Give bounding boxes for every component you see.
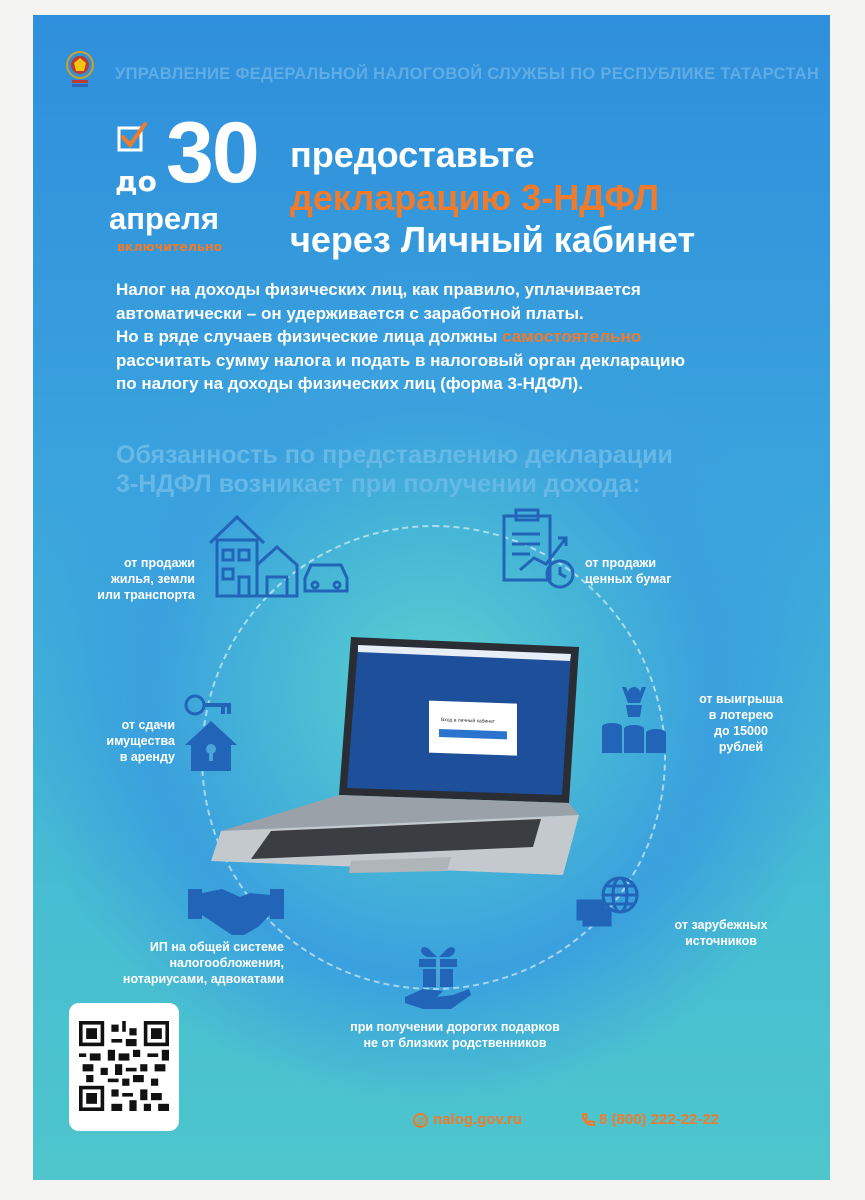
income-label-property-sale — [69, 555, 195, 603]
label-line: нотариусами, адвокатами — [122, 972, 284, 986]
intro-line: рассчитать сумму налога и подать в налоговый орган декларацию — [116, 350, 685, 370]
org-name: УПРАВЛЕНИЕ ФЕДЕРАЛЬНОЙ НАЛОГОВОЙ СЛУЖБЫ ПО РЕСПУБЛИКЕ ТАТАРСТАН — [115, 65, 820, 83]
coins-winner-icon — [600, 683, 668, 757]
website-link[interactable]: nalog.gov.ru — [433, 1111, 522, 1128]
intro-paragraph — [116, 278, 816, 396]
label-line: имущества — [106, 734, 175, 748]
income-label-rent — [69, 717, 175, 765]
label-line: налогообложения, — [169, 956, 284, 970]
title-line-1: предоставьте — [290, 134, 535, 175]
intro-highlight: самостоятельно — [502, 327, 642, 346]
deadline-prefix: до — [115, 165, 157, 198]
qr-code-card[interactable] — [69, 1003, 179, 1131]
checkbox-checked-icon — [117, 122, 147, 152]
deadline-note: включительно — [117, 239, 223, 254]
poster — [33, 15, 830, 1180]
house-car-icon — [205, 505, 355, 601]
label-line: от зарубежных — [674, 918, 768, 932]
label-line: в аренду — [119, 750, 175, 764]
label-line: до 15000 — [714, 724, 768, 738]
gift-hand-icon — [403, 943, 473, 1013]
income-label-securities — [585, 555, 705, 587]
label-line: от выигрыша — [699, 692, 783, 706]
label-line: от сдачи — [121, 718, 175, 732]
key-house-icon — [183, 693, 239, 773]
fns-emblem-icon — [65, 50, 95, 92]
label-line: не от близких родственников — [363, 1036, 547, 1050]
intro-line: автоматически – он удерживается с заработной платы. — [116, 303, 584, 323]
label-line: при получении дорогих подарков — [350, 1020, 560, 1034]
deadline-day: 30 — [166, 105, 258, 201]
label-line: от продажи — [123, 556, 195, 570]
income-label-entrepreneur — [69, 939, 284, 987]
label-line: источников — [685, 934, 757, 948]
clipboard-chart-icon — [500, 508, 580, 592]
label-line: или транспорта — [97, 588, 195, 602]
income-label-gifts — [315, 1019, 595, 1051]
duty-line: 3-НДФЛ возникает при получении дохода: — [116, 470, 641, 498]
intro-line: по налогу на доходы физических лиц (форма 3-НДФЛ). — [116, 374, 583, 393]
phone-icon — [580, 1112, 596, 1128]
label-line: рублей — [718, 740, 764, 754]
web-icon — [412, 1112, 429, 1129]
intro-text: Но в ряде случаев физические лица должны — [116, 327, 503, 346]
duty-heading — [116, 441, 816, 499]
deadline-month: апреля — [109, 201, 219, 236]
phone-number[interactable]: 8 (800) 222-22-22 — [599, 1111, 720, 1128]
handshake-icon — [188, 883, 284, 939]
income-label-lottery — [681, 691, 801, 755]
globe-card-icon — [576, 875, 642, 927]
intro-line: Налог на доходы физических лиц, как правило, уплачивается — [116, 280, 641, 299]
laptop-screen-title: Вход в личный кабинет — [441, 717, 495, 725]
duty-line: Обязанность по представлению декларации — [116, 441, 673, 469]
intro-line — [116, 325, 816, 349]
title-line-3: через Личный кабинет — [290, 219, 696, 260]
svg-text:@: @ — [416, 1116, 426, 1126]
title-line-2: декларацию 3-НДФЛ — [290, 177, 660, 218]
qr-code-icon — [79, 1021, 169, 1111]
label-line: жилья, земли — [110, 572, 195, 586]
label-line: в лотерею — [708, 708, 774, 722]
laptop-icon — [211, 625, 591, 880]
income-label-foreign — [641, 917, 801, 949]
label-line: ценных бумаг — [585, 572, 672, 586]
label-line: от продажи — [585, 556, 657, 570]
label-line: ИП на общей системе — [149, 940, 284, 954]
